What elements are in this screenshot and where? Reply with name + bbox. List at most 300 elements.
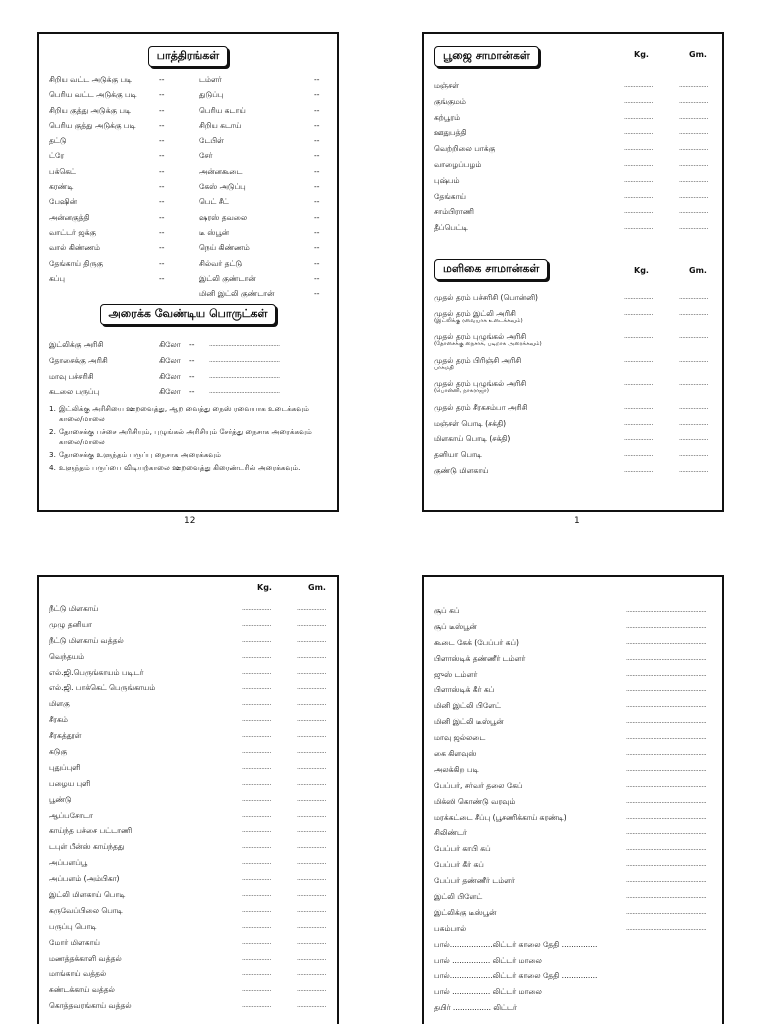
gm-blank: .................. [297, 891, 326, 899]
vessel-name-left: பெரிய வட்ட அடுக்கு படி [49, 90, 137, 100]
kg-blank: .................. [624, 192, 653, 200]
grocery-note: (தோசைக்கு நைசாக, படிறாக அரைக்கவும்) [434, 341, 542, 348]
gm-blank: .................. [297, 875, 326, 883]
vessel-dash-right: -- [314, 182, 320, 192]
supply-name: சிலிண்டர் [434, 828, 467, 838]
gm-blank: .................. [679, 451, 708, 459]
vessel-dash-left: -- [159, 273, 165, 283]
vessel-name-right: டீ ஸ்பூன் [199, 227, 230, 237]
gm-blank: .................. [679, 466, 708, 474]
vessel-dash-right: -- [314, 289, 320, 299]
spice-row [49, 680, 329, 696]
milk-row [434, 984, 716, 1000]
supply-row [434, 651, 716, 667]
kg-blank: .................. [242, 700, 271, 708]
vessel-dash-left: -- [159, 75, 165, 84]
grocery-item [434, 416, 506, 432]
kg-header-3: Kg. [257, 583, 272, 592]
spice-name: டபுள் பீன்ஸ் காய்ந்தது [49, 842, 125, 852]
spice-name: முழு தனியா [49, 619, 92, 629]
gm-blank: .................. [679, 435, 708, 443]
grind-title: அரைக்க வேண்டிய பொருட்கள் [100, 304, 277, 325]
supply-name: பேப்பர் தண்ணீர் டம்ளர் [434, 876, 515, 886]
gm-blank: .................. [297, 795, 326, 803]
spice-name: மிளகு [49, 699, 70, 709]
grocery-name: மிளகாய் பொடி (சக்தி) [434, 434, 511, 444]
supply-blank: .................................................. [626, 845, 707, 853]
supply-blank: .................................................. [626, 781, 707, 789]
kg-blank: .................. [624, 224, 653, 232]
vessels-list [49, 72, 329, 301]
gm-blank: .................. [297, 668, 326, 676]
vessel-name-left: சிறிய வட்ட அடுக்கு படி [49, 75, 133, 84]
spice-row [49, 839, 329, 855]
kg-blank: .................. [624, 145, 653, 153]
grocery-name: தனியா பொடி [434, 450, 482, 460]
gm-blank: .................. [679, 129, 708, 137]
pooja-title: பூஜை சாமான்கள் [434, 46, 539, 67]
gm-header-3: Gm. [308, 583, 326, 592]
spice-row [49, 808, 329, 824]
grind-sep: -- [189, 355, 195, 365]
supply-blank: .................................................. [626, 765, 707, 773]
vessel-dash-left: -- [159, 182, 165, 192]
gm-blank: .................. [297, 605, 326, 612]
vessel-row [49, 271, 329, 286]
gm-blank: .................. [297, 732, 326, 740]
vessel-dash-left: -- [159, 227, 165, 237]
vessel-dash-left: -- [159, 243, 165, 253]
supply-blank: .................................................. [626, 734, 707, 742]
grind-blank: ............................................ [209, 372, 280, 380]
vessel-name-right: பெட் சீட் [199, 197, 229, 207]
supply-row [434, 794, 716, 810]
grind-unit: கிலோ [159, 387, 181, 397]
spice-name: நீட்டு மிளகாய் [49, 604, 99, 613]
pooja-name: மஞ்சள் [434, 81, 460, 90]
milk-row [434, 953, 716, 969]
spice-name: அப்பளம் (அம்பிகா) [49, 874, 120, 884]
grind-sep: -- [189, 371, 195, 381]
gm-blank: .................. [679, 309, 708, 317]
spice-row [49, 649, 329, 665]
grocery-name: முதல் தரம் இட்லி அரிசி [434, 308, 516, 318]
supply-row [434, 921, 716, 937]
supply-row [434, 905, 716, 921]
kg-blank: .................. [624, 129, 653, 137]
supply-name: மினி இட்லி டீஸ்பூன் [434, 717, 504, 727]
gm-blank: .................. [679, 192, 708, 200]
grocery-note: (பொன்னி, நாகராஜா) [434, 388, 489, 395]
pooja-name: வாழைப்பழம் [434, 159, 482, 169]
kg-blank: .................. [242, 954, 271, 962]
vessel-dash-right: -- [314, 105, 320, 115]
supply-name: பேப்பர் கீர் கப் [434, 860, 484, 870]
supply-row [434, 873, 716, 889]
gm-blank: .................. [679, 208, 708, 216]
gm-blank: .................. [297, 906, 326, 914]
note-number: 1. [49, 404, 56, 413]
note-item [49, 463, 329, 473]
page-number-12: 12 [184, 516, 196, 526]
vessel-row [49, 240, 329, 255]
gm-blank: .................. [297, 938, 326, 946]
grocery-item [434, 379, 526, 395]
pooja-name: தீப்பெட்டி [434, 223, 468, 233]
note-number: 2. [49, 427, 56, 436]
gm-blank: .................. [679, 333, 708, 341]
milk-line: தயிர் ................ லிட்டர் [434, 1003, 517, 1013]
pooja-name: கற்பூரம் [434, 112, 461, 122]
gm-blank: .................. [297, 636, 326, 644]
pooja-row [434, 173, 714, 189]
gm-blank: .................. [297, 922, 326, 930]
gm-blank: .................. [297, 859, 326, 867]
vessel-name-left: வாட்டர் ஜக்கு [49, 227, 97, 237]
kg-blank: .................. [624, 208, 653, 216]
gm-blank: .................. [679, 224, 708, 232]
kg-blank: .................. [624, 403, 653, 411]
spice-row [49, 998, 329, 1014]
pooja-row [434, 78, 714, 94]
note-item [49, 427, 329, 447]
milk-row [434, 1000, 716, 1016]
kg-blank: .................. [242, 922, 271, 930]
vessel-row [49, 118, 329, 133]
kg-blank: .................. [624, 97, 653, 105]
grocery-item [434, 332, 542, 348]
spice-name: எல்.ஜி.பெருங்காயம் படிடர் [49, 667, 144, 677]
grind-row [49, 353, 329, 369]
note-text: தோசைக்கு உளுந்தம் பருப்பு நைசாக அரைக்கவும் [59, 450, 222, 459]
milk-line: பால்..................லிட்டர் காலை தேதி ............... [434, 971, 598, 981]
kg-blank: .................. [242, 652, 271, 660]
spice-row [49, 696, 329, 712]
vessel-dash-right: -- [314, 120, 320, 130]
spice-row [49, 744, 329, 760]
vessel-name-left: வால் கிண்ணம் [49, 243, 100, 253]
vessel-name-left: கப்பு [49, 273, 65, 283]
vessel-name-right: டேபிள் [199, 136, 224, 146]
supply-blank: .................................................. [626, 654, 707, 662]
supply-blank: .................................................. [626, 607, 707, 614]
vessel-dash-left: -- [159, 258, 165, 268]
supply-row [434, 825, 716, 841]
grind-list [49, 337, 329, 400]
supply-name: மாவு ஜல்லடை [434, 733, 486, 743]
grocery-name: மஞ்சள் பொடி (சக்தி) [434, 418, 507, 428]
spice-row [49, 855, 329, 871]
pooja-name: ஊதுபத்தி [434, 128, 467, 138]
panel-vessels [37, 32, 339, 512]
kg-blank: .................. [242, 891, 271, 899]
vessel-name-left: ட்ரே [49, 151, 65, 161]
supply-name: பிளாஸ்டிக் தண்ணீர் டம்ளர் [434, 653, 526, 663]
supply-row [434, 714, 716, 730]
gm-blank: .................. [679, 419, 708, 427]
spice-row [49, 903, 329, 919]
supply-name: இட்லிக்கு டீஸ்பூன் [434, 907, 497, 917]
gm-blank: .................. [297, 748, 326, 756]
supply-name: இட்லி பிளேட் [434, 892, 483, 902]
spice-row [49, 871, 329, 887]
kg-blank: .................. [242, 970, 271, 978]
spice-name: மாங்காய் வத்தல் [49, 969, 107, 979]
supply-row [434, 698, 716, 714]
spice-row [49, 966, 329, 982]
kg-blank: .................. [242, 779, 271, 787]
grind-unit: கிலோ [159, 371, 181, 381]
supply-row [434, 730, 716, 746]
grocery-row [434, 463, 714, 479]
vessel-name-right: சில்வர் தட்டு [199, 258, 243, 268]
gm-header-2: Gm. [689, 266, 707, 275]
gm-blank: .................. [297, 811, 326, 819]
supply-blank: .................................................. [626, 670, 707, 678]
grind-name: தோசைக்கு அரிசி [49, 355, 108, 365]
supply-name: பேப்பர் காபி கப் [434, 844, 491, 854]
supply-row [434, 762, 716, 778]
page-number-1: 1 [574, 516, 580, 526]
kg-blank: .................. [242, 843, 271, 851]
vessel-dash-right: -- [314, 197, 320, 207]
grocery-item [434, 431, 510, 447]
spice-name: வெந்தயம் [49, 651, 85, 661]
spice-row [49, 982, 329, 998]
kg-blank: .................. [242, 732, 271, 740]
gm-blank: .................. [297, 620, 326, 628]
spice-row [49, 712, 329, 728]
pooja-row [434, 141, 714, 157]
kg-blank: .................. [242, 636, 271, 644]
spice-name: கடுகு [49, 747, 68, 757]
kg-blank: .................. [242, 938, 271, 946]
grocery-row [434, 353, 714, 377]
grocery-name: முதல் தரம் சீரகசம்பா அரிசி [434, 402, 528, 412]
spice-name: சீரகத்தூள் [49, 731, 82, 741]
supply-blank: .................................................. [626, 861, 707, 869]
vessel-name-right: சிறிய கடாய் [199, 120, 242, 130]
grind-row [49, 384, 329, 400]
kg-header: Kg. [634, 50, 649, 59]
kg-blank: .................. [624, 333, 653, 341]
spice-name: சுண்டக்காய் வத்தல் [49, 985, 115, 995]
gm-blank: .................. [297, 684, 326, 692]
milk-row [434, 937, 716, 953]
grind-blank: ............................................ [209, 356, 280, 364]
grocery-list [434, 290, 714, 479]
vessel-name-left: தேங்காய் திருகு [49, 258, 104, 268]
vessel-dash-left: -- [159, 136, 165, 146]
grocery-row [434, 400, 714, 416]
kg-blank: .................. [624, 309, 653, 317]
spice-row [49, 665, 329, 681]
spice-name: மணத்தக்காளி வத்தல் [49, 953, 122, 963]
supply-blank: .................................................. [626, 638, 707, 646]
supply-blank: .................................................. [626, 718, 707, 726]
kg-blank: .................. [624, 466, 653, 474]
grind-name: இட்லிக்கு அரிசி [49, 340, 104, 349]
supply-name: பேப்பர், சர்வர் தலை கேப் [434, 780, 523, 790]
supply-row [434, 778, 716, 794]
spice-row [49, 728, 329, 744]
vessel-name-right: சேர் [199, 151, 213, 161]
spice-name: ஆப்பசோடா [49, 810, 93, 820]
vessel-dash-right: -- [314, 166, 320, 176]
grocery-name: முதல் தரம் புழுங்கல் அரிசி [434, 379, 527, 389]
gm-blank: .................. [679, 160, 708, 168]
gm-blank: .................. [297, 827, 326, 835]
grocery-note: பாசுமதி [434, 364, 454, 371]
vessel-name-left: தட்டு [49, 136, 67, 146]
supply-name: சூப் கப் [434, 606, 460, 615]
note-text: இட்லிக்கு அரிசியை ஊறவைத்து, ஆற வைத்து நைஸ் ரவையாக உடைக்கவும் காலை/மாலை [59, 404, 310, 423]
vessel-name-left: பெரிய குத்து அடுக்கு படி [49, 120, 136, 130]
kg-blank: .................. [242, 1002, 271, 1010]
grocery-row [434, 416, 714, 432]
vessel-name-left: பேஷின் [49, 197, 77, 207]
kg-blank: .................. [242, 668, 271, 676]
pooja-name: குங்குமம் [434, 96, 466, 106]
kg-blank: .................. [242, 763, 271, 771]
gm-blank: .................. [297, 970, 326, 978]
vessel-row [49, 103, 329, 118]
grind-unit: கிலோ [159, 355, 181, 365]
supply-blank: .................................................. [626, 686, 707, 694]
gm-blank: .................. [297, 763, 326, 771]
kg-blank: .................. [242, 875, 271, 883]
grocery-row [434, 376, 714, 400]
kg-blank: .................. [624, 176, 653, 184]
gm-blank: .................. [679, 145, 708, 153]
gm-blank: .................. [679, 403, 708, 411]
pooja-row [434, 157, 714, 173]
spice-name: கொத்தவரங்காய் வத்தல் [49, 1001, 132, 1011]
kg-blank: .................. [242, 748, 271, 756]
vessel-dash-right: -- [314, 90, 320, 100]
kg-blank: .................. [242, 859, 271, 867]
supply-blank: .................................................. [626, 750, 707, 758]
spice-row [49, 951, 329, 967]
grocery-row [434, 447, 714, 463]
spice-row [49, 935, 329, 951]
gm-blank: .................. [679, 380, 708, 388]
gm-blank: .................. [297, 986, 326, 994]
vessel-dash-right: -- [314, 136, 320, 146]
gm-blank: .................. [297, 954, 326, 962]
grocery-name: முதல் தரம் புழுங்கல் அரிசி [434, 332, 527, 342]
grocery-item [434, 356, 521, 372]
vessel-name-right: இட்லி குண்டான் [199, 273, 256, 283]
vessel-row [49, 210, 329, 225]
grocery-row [434, 329, 714, 353]
supply-row [434, 841, 716, 857]
grocery-name: முதல் தரம் பிரிஞ்சி அரிசி [434, 355, 522, 365]
gm-blank: .................. [679, 176, 708, 184]
spice-name: பழைய புளி [49, 778, 91, 788]
vessel-dash-left: -- [159, 120, 165, 130]
vessel-name-right: நெய் கிண்ணம் [199, 243, 250, 253]
supply-name: மினி இட்லி பிளேட் [434, 701, 501, 711]
kg-blank: .................. [242, 716, 271, 724]
supply-name: மரக்கட்டை சீப்பு (பூசணிக்காய் கரண்டி) [434, 812, 567, 822]
pooja-name: தேங்காய் [434, 191, 466, 201]
note-item [49, 450, 329, 460]
supply-blank: .................................................. [626, 622, 707, 630]
vessel-dash-right: -- [314, 258, 320, 268]
vessel-row [49, 256, 329, 271]
grocery-row [434, 431, 714, 447]
vessel-row [49, 286, 329, 301]
gm-blank: .................. [297, 700, 326, 708]
gm-blank: .................. [679, 97, 708, 105]
spice-row [49, 617, 329, 633]
kg-blank: .................. [624, 82, 653, 89]
kg-blank: .................. [242, 620, 271, 628]
gm-blank: .................. [679, 113, 708, 121]
gm-blank: .................. [297, 779, 326, 787]
vessels-title: பாத்திரங்கள் [148, 46, 228, 67]
vessel-row [49, 87, 329, 102]
vessel-name-left: கரண்டி [49, 182, 74, 192]
spice-name: அப்பளப்பூ [49, 858, 88, 868]
grocery-row [434, 290, 714, 306]
kg-blank: .................. [624, 419, 653, 427]
grind-notes [49, 404, 329, 476]
kg-header-2: Kg. [634, 266, 649, 275]
supply-row [434, 857, 716, 873]
vessel-row [49, 72, 329, 87]
grocery-item [434, 463, 489, 479]
pooja-name: புஷ்பம் [434, 175, 460, 185]
supply-blank: .................................................. [626, 797, 707, 805]
grind-sep: -- [189, 387, 195, 397]
vessel-dash-left: -- [159, 212, 165, 222]
grocery-item [434, 309, 523, 325]
grocery-item [434, 290, 538, 306]
supply-blank: .................................................. [626, 702, 707, 710]
vessel-row [49, 148, 329, 163]
supply-name: பிளாஸ்டிக் கீர் கப் [434, 685, 495, 695]
pooja-row [434, 189, 714, 205]
kg-blank: .................. [624, 160, 653, 168]
vessel-dash-right: -- [314, 75, 320, 84]
vessel-name-left: பக்கெட் [49, 166, 76, 176]
spice-name: மோர் மிளகாய் [49, 937, 100, 947]
pooja-row [434, 220, 714, 236]
grind-blank: ............................................ [209, 341, 280, 348]
supply-name: மிக்ஸி கொண்டு வரவும் [434, 796, 516, 806]
spice-row [49, 887, 329, 903]
pooja-list [434, 78, 714, 236]
spice-row [49, 792, 329, 808]
grind-row [49, 369, 329, 385]
gm-blank: .................. [297, 652, 326, 660]
vessel-name-right: ஷரஸ் தவலை [199, 212, 248, 222]
grocery-title: மளிகை சாமான்கள் [434, 259, 548, 280]
spice-name: சீரகம் [49, 715, 68, 725]
supply-row [434, 603, 716, 619]
kg-blank: .................. [624, 356, 653, 364]
spice-name: பருப்பு பொடி [49, 921, 97, 931]
gm-blank: .................. [679, 82, 708, 89]
vessel-row [49, 194, 329, 209]
spice-row [49, 823, 329, 839]
vessel-name-left: சிறிய குத்து அடுக்கு படி [49, 105, 131, 115]
panel-spices [37, 575, 339, 1024]
vessel-dash-left: -- [159, 90, 165, 100]
spice-name: பூண்டு [49, 794, 72, 804]
